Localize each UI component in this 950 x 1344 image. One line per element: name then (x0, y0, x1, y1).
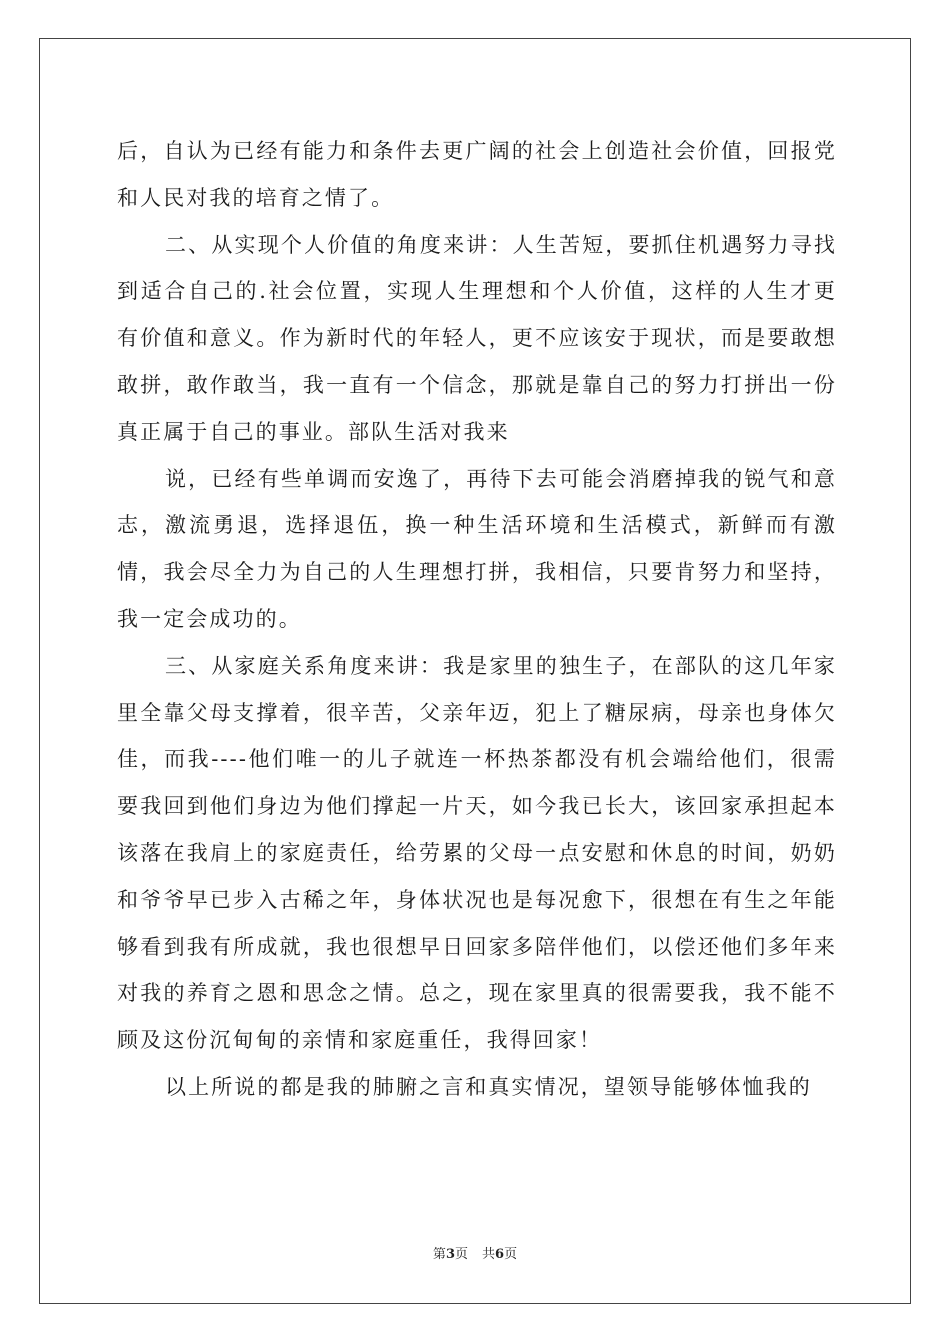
page-total-number: 6 (495, 1247, 505, 1262)
paragraph-army-life: 说，已经有些单调而安逸了，再待下去可能会消磨掉我的锐气和意志，激流勇退，选择退伍，换一种生活环境和生活模式，新鲜而有激情，我会尽全力为自己的人生理想打拼，我相信，只要肯努力和坚持，我一定会成功的。 (117, 466, 837, 631)
page-footer (0, 1246, 950, 1264)
paragraph-closing: 以上所说的都是我的肺腑之言和真实情况，望领导能够体恤我的 (165, 1074, 812, 1099)
total-suffix: 页 (504, 1247, 518, 1262)
page-prefix: 第 (432, 1247, 446, 1262)
total-prefix: 共 (482, 1247, 496, 1262)
paragraph-continuation: 后，自认为已经有能力和条件去更广阔的社会上创造社会价值，回报党和人民对我的培育之情了。 (117, 139, 837, 210)
page-current-number: 3 (445, 1247, 455, 1262)
paragraph-personal-value: 二、从实现个人价值的角度来讲：人生苦短，要抓住机遇努力寻找到适合自己的.社会位置，实现人生理想和个人价值，这样的人生才更有价值和意义。作为新时代的年轻人，更不应该安于现状，而是要敢想敢拼，敢作敢当，我一直有一个信念，那就是靠自己的努力打拼出一份真正属于自己的事业。部队生活对我来 (117, 232, 837, 444)
page-suffix: 页 (454, 1247, 468, 1262)
paragraph-family: 三、从家庭关系角度来讲：我是家里的独生子，在部队的这几年家里全靠父母支撑着，很辛苦，父亲年迈，犯上了糖尿病，母亲也身体欠佳，而我----他们唯一的儿子就连一杯热茶都没有机会端给他们，很需要我回到他们身边为他们撑起一片天，如今我已长大，该回家承担起本该落在我肩上的家庭责任，给劳累的父母一点安慰和休息的时间，奶奶和爷爷早已步入古稀之年，身体状况也是每况愈下，很想在有生之年能够看到我有所成就，我也很想早日回家多陪伴他们，以偿还他们多年来对我的养育之恩和思念之情。总之，现在家里真的很需要我，我不能不顾及这份沉甸甸的亲情和家庭重任，我得回家！ (117, 653, 837, 1053)
document-body (117, 128, 837, 1111)
